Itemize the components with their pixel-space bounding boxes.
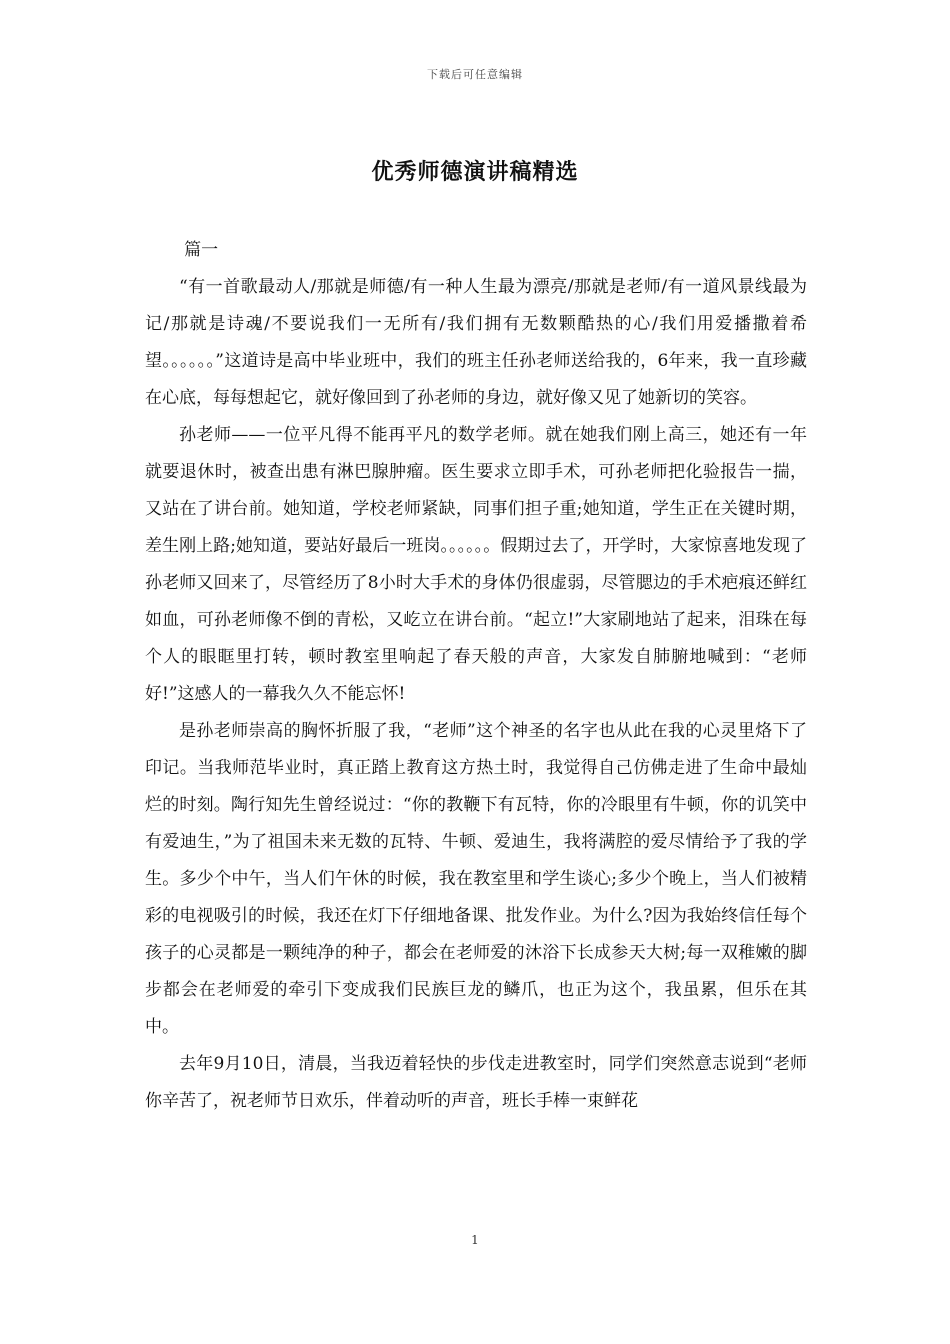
page-header: 下载后可任意编辑 — [427, 68, 523, 81]
paragraph-1: “有一首歌最动人/那就是师德/有一种人生最为漂亮/那就是老师/有一道风景线最为记/那就是诗魂/不要说我们一无所有/我们拥有无数颗酷热的心/我们用爱播撒着希望。。。。。。”这道诗是高中毕业班中，我们的班主任孙老师送给我的，6年来，我一直珍藏在心底，每每想起它，就好像回到了孙老师的身边，就好像又见了她新切的笑容。 — [145, 277, 807, 408]
paragraph-4: 去年9月10日，清晨，当我迈着轻快的步伐走进教室时，同学们突然意志说到“老师你辛苦了，祝老师节日欢乐，伴着动听的声音，班长手棒一束鲜花 — [145, 1054, 807, 1111]
paragraph-2: 孙老师——一位平凡得不能再平凡的数学老师。就在她我们刚上高三，她还有一年就要退休时，被查出患有淋巴腺肿瘤。医生要求立即手术，可孙老师把化验报告一揣，又站在了讲台前。她知道，学校老师紧缺，同事们担子重;她知道，学生正在关键时期，差生刚上路;她知道，要站好最后一班岗。。。。。。假期过去了，开学时，大家惊喜地发现了孙老师又回来了，尽管经历了8小时大手术的身体仍很虚弱，尽管腮边的手术疤痕还鲜红如血，可孙老师像不倒的青松，又屹立在讲台前。“起立!”大家刷地站了起来，泪珠在每个人的眼眶里打转，顿时教室里响起了春天般的声音，大家发自肺腑地喊到：“老师好!”这感人的一幕我久久不能忘怀! — [145, 425, 807, 704]
section-label: 篇一 — [184, 240, 219, 260]
paragraph-3: 是孙老师崇高的胸怀折服了我，“老师”这个神圣的名字也从此在我的心灵里烙下了印记。当我师范毕业时，真正踏上教育这方热土时，我觉得自己仿佛走进了生命中最灿烂的时刻。陶行知先生曾经说过：“你的教鞭下有瓦特，你的冷眼里有牛顿，你的讥笑中有爱迪生，”为了祖国未来无数的瓦特、牛顿、爱迪生，我将满腔的爱尽情给予了我的学生。多少个中午，当人们午休的时候，我在教室里和学生谈心;多少个晚上，当人们被精彩的电视吸引的时候，我还在灯下仔细地备课、批发作业。为什么?因为我始终信任每个孩子的心灵都是一颗纯净的种子，都会在老师爱的沐浴下长成参天大树;每一双稚嫩的脚步都会在老师爱的牵引下变成我们民族巨龙的鳞爪，也正为这个，我虽累，但乐在其中。 — [145, 721, 807, 1037]
document-body — [145, 232, 807, 1120]
page-number: 1 — [471, 1233, 479, 1247]
document-title: 优秀师德演讲稿精选 — [371, 159, 579, 185]
